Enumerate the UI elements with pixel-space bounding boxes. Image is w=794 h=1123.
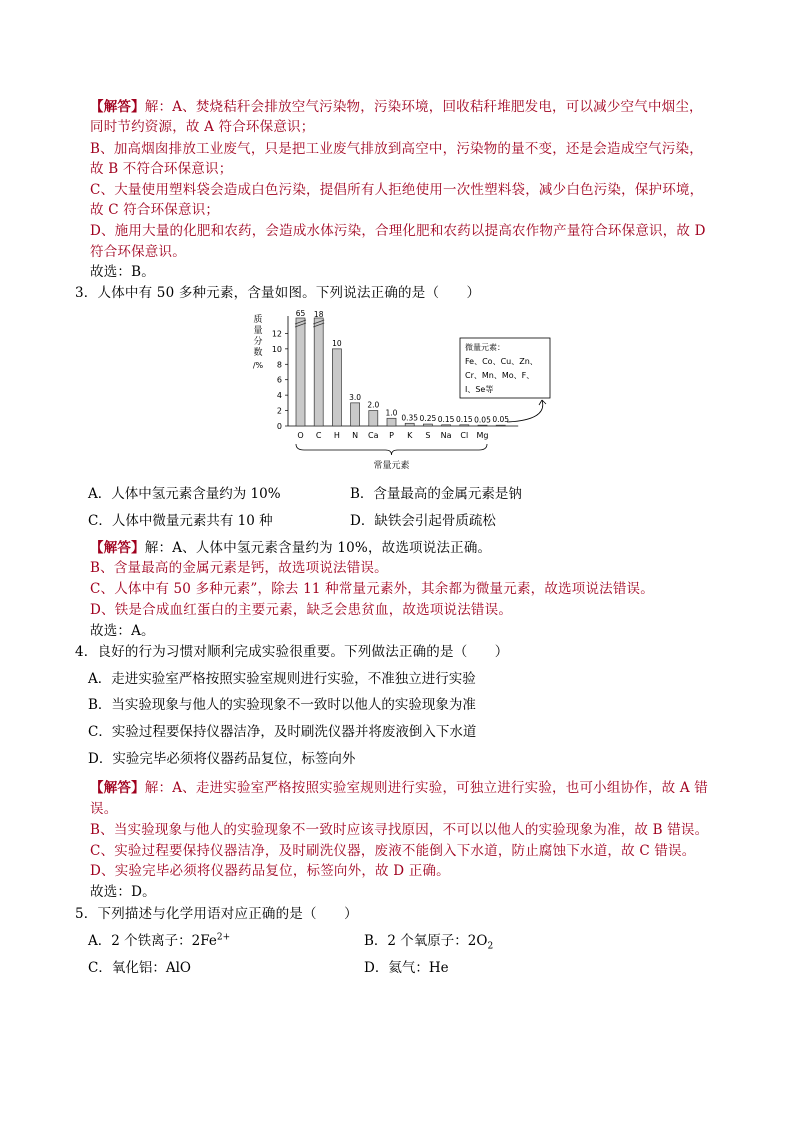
y-tick-label: 0 bbox=[276, 422, 282, 431]
data-label: 0.15 bbox=[455, 414, 473, 424]
x-tick-label: P bbox=[389, 431, 394, 440]
q4-answer-line-1: 【解答】解：A、走进实验室严格按照实验室规则进行实验，可独立进行实验，也可小组协作，故 A 错 bbox=[90, 780, 708, 796]
y-tick-label: 10 bbox=[271, 344, 282, 354]
q2-answer-line-5: C、大量使用塑料袋会造成白色污染，提倡所有人拒绝使用一次性塑料袋，减少白色污染，保护环境， bbox=[90, 182, 704, 198]
q4-option-b: B．当实验现象与他人的实验现象不一致时以他人的实验现象为准 bbox=[88, 697, 476, 713]
q2-answer-line-4: 故 B 不符合环保意识； bbox=[90, 161, 233, 177]
y-axis-label-char: 分 bbox=[253, 337, 263, 347]
bar-O bbox=[296, 318, 305, 426]
data-label: 2.0 bbox=[367, 400, 380, 410]
q5-option-a: A．2 个铁离子：$2Fe^{2+}$ bbox=[88, 932, 231, 949]
q4-option-c: C．实验过程要保持仪器洁净，及时刷洗仪器并将废液倒入下水道 bbox=[88, 724, 477, 740]
bar-N bbox=[351, 403, 360, 426]
q3-answer-line-2: B、含量最高的金属元素是钙，故选项说法错误。 bbox=[90, 560, 388, 576]
bar-Mg bbox=[478, 425, 487, 426]
q2-answer-line-8: 符合环保意识。 bbox=[90, 244, 186, 260]
q3-answer-line-5: 故选：A。 bbox=[90, 623, 155, 639]
q4-stem: 4．良好的行为习惯对顺利完成实验很重要。下列做法正确的是（ ） bbox=[75, 644, 509, 660]
data-label: 0.35 bbox=[401, 413, 419, 423]
x-tick-label: K bbox=[407, 431, 413, 440]
bar-S bbox=[423, 424, 432, 426]
q5-option-b: B．2 个氧原子：$2O_2$ bbox=[364, 933, 494, 952]
data-label: 0.25 bbox=[419, 414, 437, 424]
data-label: 18 bbox=[313, 310, 324, 319]
q5-option-d: D．氦气：He bbox=[364, 960, 449, 976]
answer-tag: 【解答】 bbox=[90, 780, 145, 796]
q5-option-c: C．氧化铝：AlO bbox=[88, 960, 191, 976]
y-axis-label-char: 质 bbox=[253, 315, 263, 325]
q4-answer-line-6: 故选：D。 bbox=[90, 884, 156, 900]
bar-C bbox=[314, 318, 323, 426]
q3-option-a: A．人体中氢元素含量约为 10% bbox=[88, 486, 281, 502]
q4-answer-line-4: C、实验过程要保持仪器洁净，及时刷洗仪器，废液不能倒入下水道，防止腐蚀下水道，故 C 错误。 bbox=[90, 843, 696, 859]
q3-option-b: B．含量最高的金属元素是钠 bbox=[350, 486, 522, 502]
brace bbox=[296, 444, 487, 455]
x-tick-label: Cl bbox=[460, 431, 469, 440]
x-tick-label: Na bbox=[440, 431, 452, 440]
data-label: 3.0 bbox=[349, 392, 362, 402]
q2-answer-line-3: B、加高烟囱排放工业废气，只是把工业废气排放到高空中，污染物的量不变，还是会造成空气污染， bbox=[90, 141, 703, 157]
data-label: 10 bbox=[332, 338, 342, 348]
bar-Ca bbox=[369, 411, 378, 426]
bar-P bbox=[387, 418, 396, 426]
element-content-chart bbox=[250, 308, 560, 480]
brace-label: 常量元素 bbox=[373, 461, 410, 471]
x-tick-label: Mg bbox=[476, 431, 489, 440]
y-tick-label: 12 bbox=[271, 329, 282, 339]
data-label: 65 bbox=[295, 309, 306, 318]
q2-answer-line-6: 故 C 符合环保意识； bbox=[90, 202, 220, 218]
y-axis-label-char: 数 bbox=[253, 348, 263, 358]
y-tick-label: 4 bbox=[276, 391, 282, 401]
bar-H bbox=[332, 349, 341, 426]
y-axis-label-char: 量 bbox=[253, 326, 263, 336]
q3-answer-line-4: D、铁是合成血红蛋白的主要元素，缺乏会患贫血，故选项说法错误。 bbox=[90, 602, 513, 618]
trace-box-line-1: Fe、Co、Cu、Zn、 bbox=[465, 357, 538, 366]
x-tick-label: O bbox=[297, 431, 304, 440]
y-axis-label-unit: /% bbox=[252, 361, 264, 370]
data-label: 0.05 bbox=[474, 415, 491, 425]
q2-answer-line-7: D、施用大量的化肥和农药，会造成水体污染，合理化肥和农药以提高农作物产量符合环保意识，故 D bbox=[90, 223, 706, 239]
y-tick-label: 6 bbox=[276, 375, 282, 385]
x-tick-label: N bbox=[352, 431, 359, 440]
trace-box-title: 微量元素： bbox=[465, 343, 505, 352]
q4-answer-line-5: D、实验完毕必须将仪器药品复位，标签向外，故 D 正确。 bbox=[90, 863, 450, 879]
q2-answer-line-9: 故选：B。 bbox=[90, 264, 155, 280]
y-tick-label: 2 bbox=[276, 406, 282, 416]
q2-answer-line-2: 同时节约资源，故 A 符合环保意识； bbox=[90, 119, 315, 135]
data-label: 1.0 bbox=[385, 408, 398, 418]
y-tick-label: 8 bbox=[276, 360, 282, 370]
x-tick-label: Ca bbox=[368, 431, 379, 440]
q3-option-c: C．人体中微量元素共有 10 种 bbox=[88, 513, 273, 529]
x-tick-label: H bbox=[333, 431, 340, 440]
q3-answer-line-1: 【解答】解：A、人体中氢元素含量约为 10%，故选项说法正确。 bbox=[90, 540, 492, 556]
arrow-line bbox=[507, 400, 543, 422]
q2-answer-line-1: 【解答】解：A、焚烧秸秆会排放空气污染物，污染环境，回收秸秆堆肥发电，可以减少空气中烟尘， bbox=[90, 99, 703, 115]
q4-answer-line-2: 误。 bbox=[90, 801, 118, 817]
data-label: 0.15 bbox=[437, 414, 455, 424]
q3-option-d: D．缺铁会引起骨质疏松 bbox=[350, 513, 496, 529]
x-tick-label: C bbox=[315, 431, 322, 440]
q3-stem: 3．人体中有 50 多种元素，含量如图。下列说法正确的是（ ） bbox=[75, 285, 481, 301]
bar-Cl bbox=[460, 425, 469, 426]
q5-stem: 5．下列描述与化学用语对应正确的是（ ） bbox=[75, 906, 358, 922]
trace-box-line-3: I、Se等 bbox=[465, 385, 494, 394]
bar-Na bbox=[442, 425, 451, 426]
q3-answer-line-3: C、人体中有 50 多种元素”，除去 11 种常量元素外，其余都为微量元素，故选项说法错误。 bbox=[90, 581, 654, 597]
answer-tag: 【解答】 bbox=[90, 99, 145, 115]
bar-K bbox=[405, 423, 414, 426]
q4-option-a: A．走进实验室严格按照实验室规则进行实验，不准独立进行实验 bbox=[88, 671, 476, 687]
bar-extra bbox=[496, 425, 505, 426]
data-label-extra: 0.05 bbox=[492, 415, 510, 424]
q4-option-d: D．实验完毕必须将仪器药品复位，标签向外 bbox=[88, 751, 356, 767]
x-tick-label: S bbox=[425, 431, 431, 440]
q4-answer-line-3: B、当实验现象与他人的实验现象不一致时应该寻找原因，不可以以他人的实验现象为准，故 B 错误。 bbox=[90, 822, 709, 838]
answer-tag: 【解答】 bbox=[90, 540, 145, 556]
trace-box-line-2: Cr、Mn、Mo、F、 bbox=[465, 371, 535, 380]
